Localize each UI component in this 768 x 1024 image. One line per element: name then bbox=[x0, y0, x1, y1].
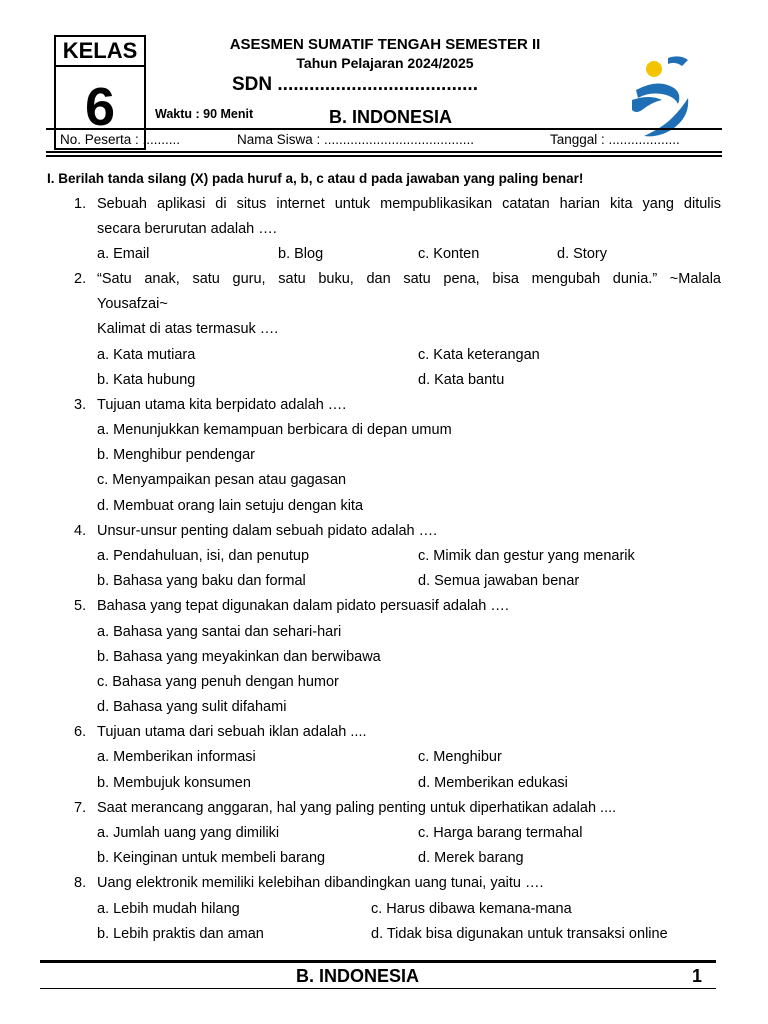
exam-title: ASESMEN SUMATIF TENGAH SEMESTER II bbox=[229, 36, 541, 53]
option: b. Blog bbox=[278, 246, 324, 262]
page-number: 1 bbox=[692, 966, 703, 986]
option: d. Merek barang bbox=[418, 850, 524, 866]
question-number: 8. bbox=[74, 875, 87, 891]
footer-rule-bottom bbox=[40, 988, 716, 989]
option: a. Kata mutiara bbox=[97, 347, 196, 363]
question-number: 4. bbox=[74, 523, 87, 539]
option: a. Memberikan informasi bbox=[97, 749, 256, 765]
footer-subject: B. INDONESIA bbox=[296, 966, 420, 986]
option: d. Kata bantu bbox=[418, 372, 505, 388]
kelas-number: 6 bbox=[84, 77, 116, 137]
question-number: 6. bbox=[74, 724, 87, 740]
option: b. Keinginan untuk membeli barang bbox=[97, 850, 326, 866]
option: a. Pendahuluan, isi, dan penutup bbox=[97, 548, 310, 564]
option: b. Kata hubung bbox=[97, 372, 196, 388]
nama-siswa-field: Nama Siswa : ........................................ bbox=[237, 132, 475, 147]
question-text: Kalimat di atas termasuk …. bbox=[97, 321, 279, 337]
option: d. Story bbox=[557, 246, 607, 262]
option: d. Memberikan edukasi bbox=[418, 775, 568, 791]
option: b. Membujuk konsumen bbox=[97, 775, 251, 791]
option: a. Email bbox=[97, 246, 150, 262]
question-number: 2. bbox=[74, 271, 87, 287]
header-rule-top bbox=[46, 128, 722, 130]
question-text: Tujuan utama dari sebuah iklan adalah .... bbox=[97, 724, 367, 740]
option: c. Kata keterangan bbox=[418, 347, 540, 363]
question-number: 1. bbox=[74, 196, 87, 212]
option: c. Bahasa yang penuh dengan humor bbox=[97, 674, 339, 690]
option: a. Menunjukkan kemampuan berbicara di depan umum bbox=[97, 422, 452, 438]
option: a. Jumlah uang yang dimiliki bbox=[97, 825, 280, 841]
option: b. Bahasa yang meyakinkan dan berwibawa bbox=[97, 649, 381, 665]
question-text: Saat merancang anggaran, hal yang paling penting untuk diperhatikan adalah .... bbox=[97, 800, 617, 816]
option: c. Menghibur bbox=[418, 749, 502, 765]
academic-year: Tahun Pelajaran 2024/2025 bbox=[296, 55, 474, 71]
question-text: Uang elektronik memiliki kelebihan dibandingkan uang tunai, yaitu …. bbox=[97, 875, 544, 891]
question-text: Tujuan utama kita berpidato adalah …. bbox=[97, 397, 347, 413]
question-text: Sebuah aplikasi di situs internet untuk mempublikasikan catatan harian kita yang ditulis bbox=[97, 196, 721, 212]
option: c. Harus dibawa kemana-mana bbox=[371, 901, 572, 917]
option: c. Menyampaikan pesan atau gagasan bbox=[97, 472, 347, 488]
question-text: Unsur-unsur penting dalam sebuah pidato adalah …. bbox=[97, 523, 438, 539]
kelas-label: KELAS bbox=[56, 37, 144, 67]
instruction: I. Berilah tanda silang (X) pada huruf a, b, c atau d pada jawaban yang paling benar! bbox=[47, 171, 584, 186]
no-peserta-field: No. Peserta : .......... bbox=[60, 132, 181, 147]
option: a. Lebih mudah hilang bbox=[97, 901, 240, 917]
question-text: secara berurutan adalah …. bbox=[97, 221, 277, 237]
school-name: SDN ...................................... bbox=[232, 74, 478, 95]
question-text: Yousafzai~ bbox=[97, 296, 168, 312]
option: b. Lebih praktis dan aman bbox=[97, 926, 264, 942]
option: b. Bahasa yang baku dan formal bbox=[97, 573, 306, 589]
question-number: 7. bbox=[74, 800, 87, 816]
question-number: 5. bbox=[74, 598, 87, 614]
option: c. Konten bbox=[418, 246, 480, 262]
header-rule-bottom bbox=[46, 155, 722, 157]
option: c. Mimik dan gestur yang menarik bbox=[418, 548, 635, 564]
option: d. Bahasa yang sulit difahami bbox=[97, 699, 287, 715]
option: b. Menghibur pendengar bbox=[97, 447, 256, 463]
footer-rule-top bbox=[40, 960, 716, 963]
option: c. Harga barang termahal bbox=[418, 825, 583, 841]
question-text: Bahasa yang tepat digunakan dalam pidato persuasif adalah …. bbox=[97, 598, 509, 614]
question-text: “Satu anak, satu guru, satu buku, dan satu pena, bisa mengubah dunia.” ~Malala bbox=[97, 271, 721, 287]
option: d. Semua jawaban benar bbox=[418, 573, 580, 589]
tanggal-field: Tanggal : ................... bbox=[550, 132, 680, 147]
subject-title: B. INDONESIA bbox=[329, 107, 453, 127]
option: d. Membuat orang lain setuju dengan kita bbox=[97, 498, 364, 514]
header-rule-mid bbox=[46, 151, 722, 153]
option: a. Bahasa yang santai dan sehari-hari bbox=[97, 624, 342, 640]
question-number: 3. bbox=[74, 397, 87, 413]
time-limit: Waktu : 90 Menit bbox=[155, 107, 254, 121]
option: d. Tidak bisa digunakan untuk transaksi online bbox=[371, 926, 668, 942]
